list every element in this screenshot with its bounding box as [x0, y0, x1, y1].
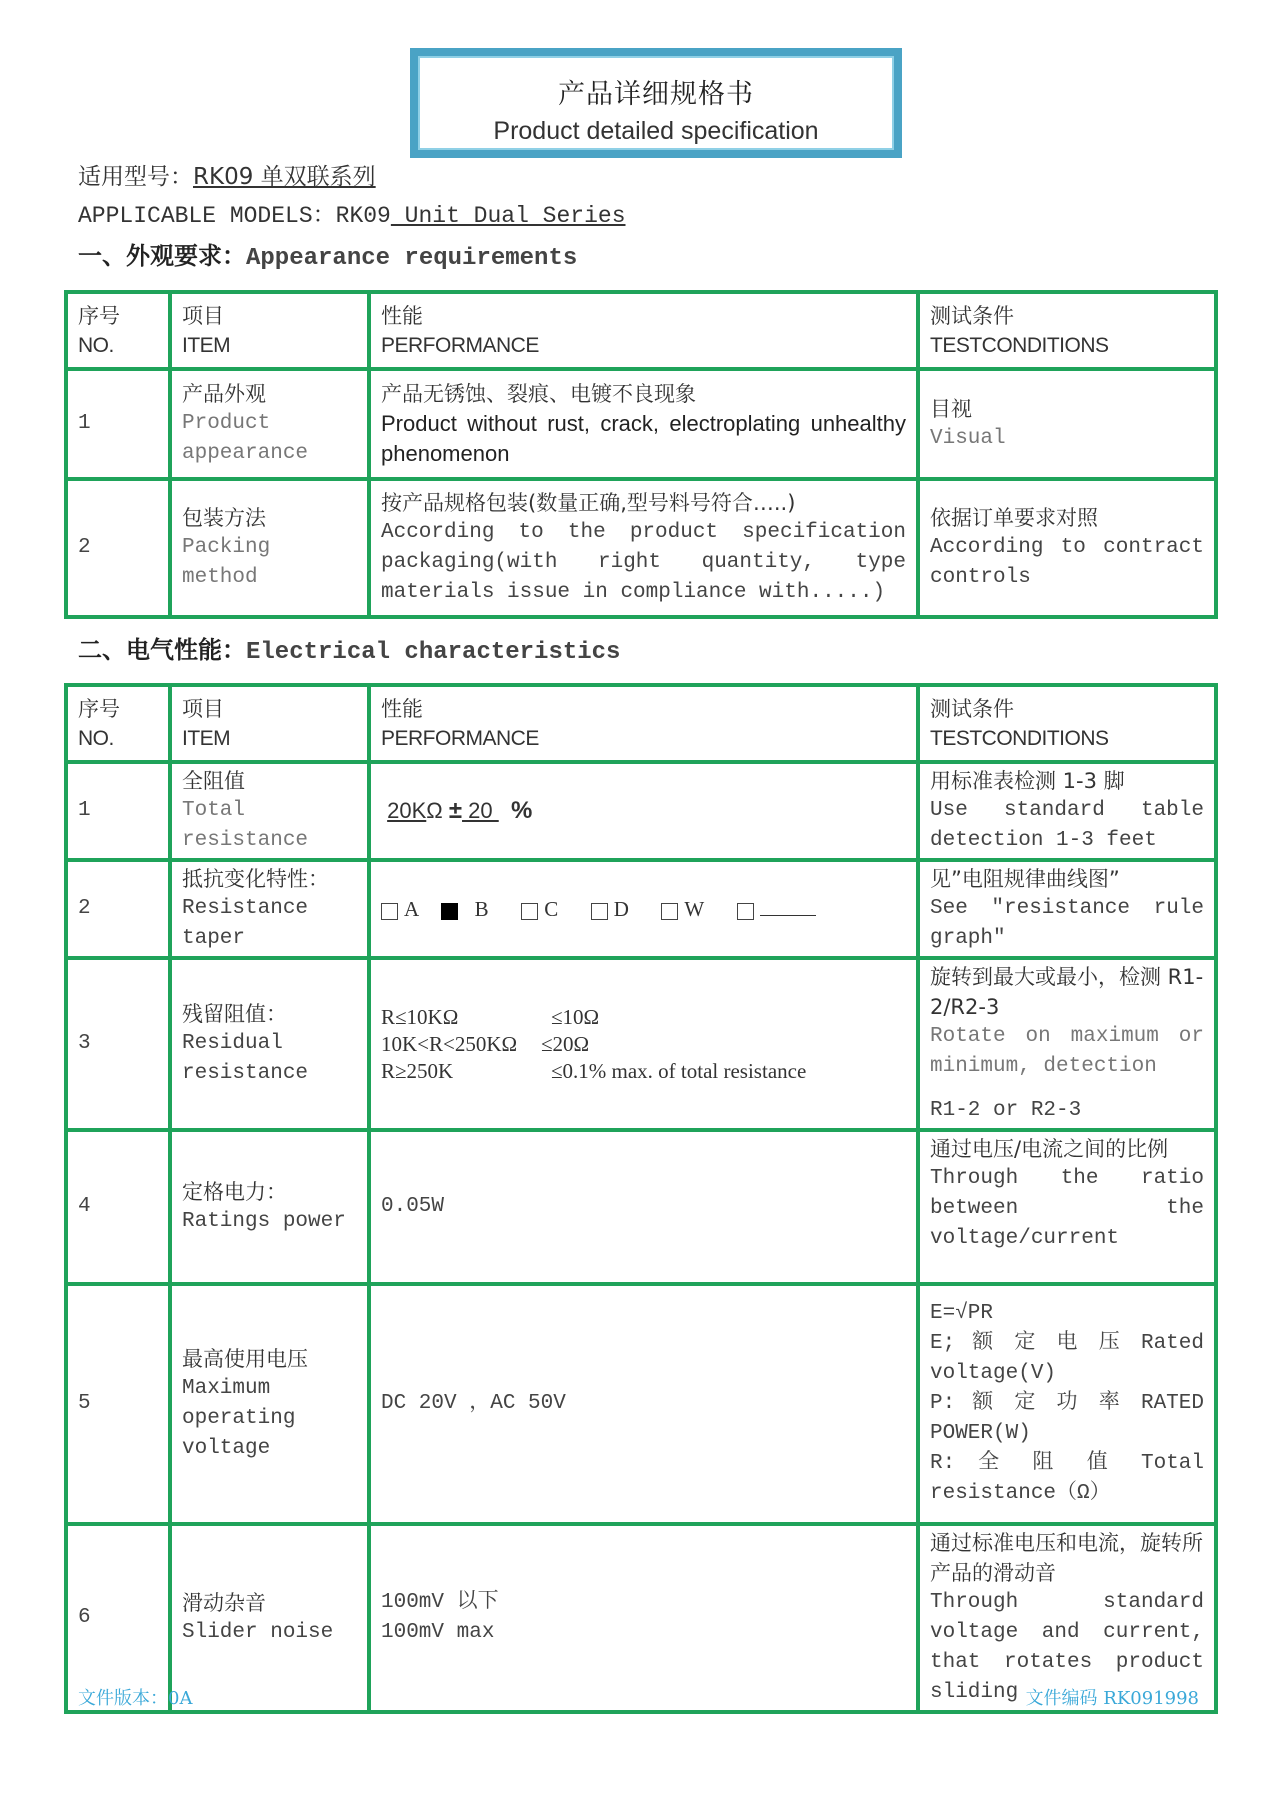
table-row	[66, 762, 1216, 860]
checkbox-empty-icon	[381, 903, 398, 920]
taper-option-other[interactable]	[726, 894, 816, 924]
footer-document-code: 文件编码 RK091998	[1025, 1688, 1199, 1709]
row-item: 产品外观 Product appearance	[170, 369, 369, 479]
row-performance: DC 20V ，AC 50V	[369, 1284, 918, 1524]
checkbox-empty-icon	[737, 903, 754, 920]
row-test-condition: 通过标准电压和电流，旋转所产品的滑动音 Through standard voltage and current, that rotates product sliding	[918, 1524, 1216, 1712]
row-item: 包装方法 Packing method	[170, 479, 369, 617]
residual-line: R≤10KΩ ≤10Ω	[381, 1004, 600, 1029]
header-item: 项目 ITEM	[170, 685, 369, 762]
appearance-table	[64, 290, 1218, 619]
row-item: 滑动杂音 Slider noise	[170, 1524, 369, 1712]
taper-option-d[interactable]: D	[580, 894, 629, 924]
row-item: 定格电力： Ratings power	[170, 1130, 369, 1284]
row-performance: 0.05W	[369, 1130, 918, 1284]
footer-version: 文件版本：0A	[78, 1688, 193, 1709]
checkbox-empty-icon	[661, 903, 678, 920]
header-performance: 性能 PERFORMANCE	[369, 685, 918, 762]
row-performance: 产品无锈蚀、裂痕、电镀不良现象 Product without rust, crack, electroplating unhealthy phenomenon	[369, 369, 918, 479]
applicable-model-cn	[78, 158, 376, 191]
row-performance: 按产品规格包装(数量正确,型号料号符合…..) According to the product specification packaging(with right quantity, type materials issue in compliance with.....)	[369, 479, 918, 617]
model-label-en: APPLICABLE MODELS：RK09	[78, 203, 391, 229]
checkbox-empty-icon	[521, 903, 538, 920]
row-no: 6	[66, 1524, 170, 1712]
title-inner	[418, 56, 894, 150]
residual-line: R≥250K ≤0.1% max. of total resistance	[381, 1058, 807, 1083]
row-test-condition: 用标准表检测 1-3 脚 Use standard table detection 1-3 feet	[918, 762, 1216, 860]
model-label-cn: 适用型号：	[78, 164, 193, 190]
blank-fill-line	[760, 897, 816, 916]
row-test-condition: 通过电压/电流之间的比例 Through the ratio between the voltage/current	[918, 1130, 1216, 1284]
header-test-conditions: 测试条件 TESTCONDITIONS	[918, 685, 1216, 762]
table-row	[66, 369, 1216, 479]
row-performance: 100mV 以下 100mV max	[369, 1524, 918, 1712]
checkbox-empty-icon	[591, 903, 608, 920]
header-performance: 性能 PERFORMANCE	[369, 292, 918, 369]
model-value-en: Unit Dual Series	[390, 203, 626, 229]
table-row	[66, 958, 1216, 1130]
table-row	[66, 860, 1216, 958]
row-item: 全阻值 Total resistance	[170, 762, 369, 860]
row-no: 5	[66, 1284, 170, 1524]
taper-option-a[interactable]: A	[381, 894, 419, 924]
section-cn: 一、外观要求：	[78, 242, 246, 270]
table-row	[66, 479, 1216, 617]
header-no: 序号 NO.	[66, 292, 170, 369]
section-en: Appearance requirements	[246, 245, 578, 272]
row-no: 3	[66, 958, 170, 1130]
row-test-condition: 依据订单要求对照 According to contract controls	[918, 479, 1216, 617]
residual-line: 10K<R<250KΩ ≤20Ω	[381, 1031, 590, 1056]
table-row	[66, 1284, 1216, 1524]
row-item: 最高使用电压 Maximum operating voltage	[170, 1284, 369, 1524]
table-row	[66, 1130, 1216, 1284]
row-test-condition: 目视 Visual	[918, 369, 1216, 479]
row-test-condition: 旋转到最大或最小，检测 R1-2/R2-3 Rotate on maximum or minimum, detection R1-2 or R2-3	[918, 958, 1216, 1130]
row-item: 抵抗变化特性： Resistance taper	[170, 860, 369, 958]
title-cn: 产品详细规格书	[558, 79, 754, 110]
title-frame	[410, 48, 902, 158]
taper-option-b[interactable]: B	[441, 894, 489, 924]
row-test-condition: E=√PR E; 额 定 电 压 Rated voltage(V) P: 额 定 功 率 RATED POWER(W) R: 全 阻 值 Total resistance（Ω）	[918, 1284, 1216, 1524]
taper-option-w[interactable]: W	[651, 894, 704, 924]
row-item: 残留阻值： Residual resistance	[170, 958, 369, 1130]
checkbox-filled-icon	[441, 903, 458, 920]
applicable-model-en	[78, 196, 626, 229]
section-en: Electrical characteristics	[246, 639, 621, 666]
row-no: 2	[66, 479, 170, 617]
table-header-row	[66, 292, 1216, 369]
row-performance	[369, 762, 918, 860]
taper-options	[381, 894, 906, 924]
row-no: 1	[66, 762, 170, 860]
row-no: 4	[66, 1130, 170, 1284]
row-test-condition: 见”电阻规律曲线图” See ″resistance rule graph″	[918, 860, 1216, 958]
section-cn: 二、电气性能：	[78, 636, 246, 664]
section-heading-electrical	[78, 630, 620, 666]
electrical-table	[64, 683, 1218, 1714]
title-en: Product detailed specification	[493, 117, 819, 145]
row-performance	[369, 860, 918, 958]
header-item: 项目 ITEM	[170, 292, 369, 369]
model-value-cn: RK09 单双联系列	[193, 164, 376, 190]
taper-option-c[interactable]: C	[511, 894, 559, 924]
header-test-conditions: 测试条件 TESTCONDITIONS	[918, 292, 1216, 369]
row-no: 2	[66, 860, 170, 958]
table-header-row	[66, 685, 1216, 762]
total-resistance-value: 20KΩ ± 20 %	[387, 797, 533, 824]
row-performance	[369, 958, 918, 1130]
section-heading-appearance	[78, 236, 577, 272]
row-no: 1	[66, 369, 170, 479]
header-no: 序号 NO.	[66, 685, 170, 762]
